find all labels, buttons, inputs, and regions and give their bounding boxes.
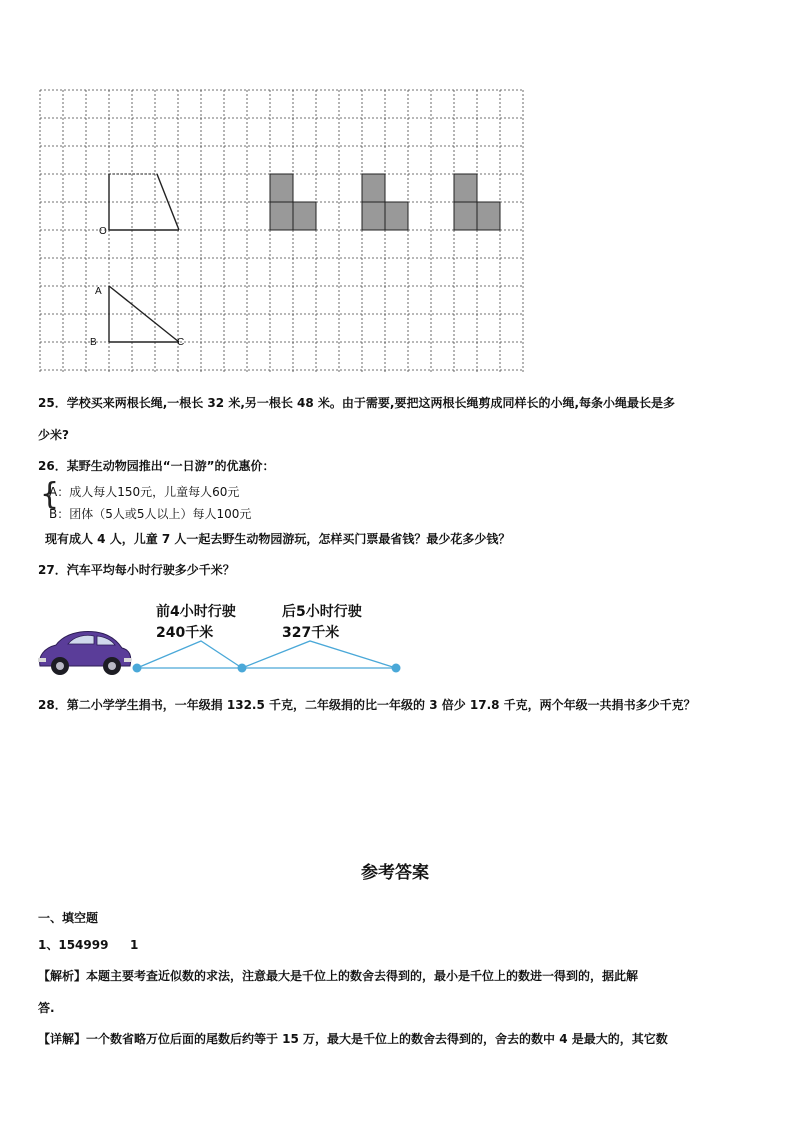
distance-line <box>137 641 396 668</box>
label-a: A <box>95 286 102 297</box>
q25-line2: 少米? <box>38 428 69 442</box>
answer-1-number: 1、154999 <box>38 938 109 952</box>
l-shape-2 <box>362 174 408 230</box>
label-c: C <box>177 337 185 348</box>
point-end <box>392 664 401 673</box>
q27-diagram <box>36 596 416 682</box>
answer-1-value: 1 <box>130 938 139 952</box>
q27-line1: 27．汽车平均每小时行驶多少千米？ <box>38 563 235 577</box>
grid-figure <box>38 89 524 373</box>
seg2-value: 327千米 <box>282 625 340 641</box>
analysis-line2: 答. <box>38 1001 55 1015</box>
analysis-line1: 【解析】本题主要考查近似数的求法，注意最大是千位上的数舍去得到的，最小是千位上的数进一得到的，据此解 <box>38 969 639 983</box>
answers-section-heading: 一、填空题 <box>38 911 99 925</box>
seg2-label: 后5小时行驶 <box>282 604 362 620</box>
detail-line1: 【详解】一个数省略万位后面的尾数后约等于 15 万，最大是千位上的数舍去得到的，舍去的数中 4 是最大的，其它数 <box>38 1032 668 1046</box>
label-b: B <box>90 337 97 348</box>
q25-line1: 25．学校买来两根长绳,一根长 32 米,另一根长 48 米。由于需要,要把这两根长绳剪成同样长的小绳,每条小绳最长是多 <box>38 396 676 410</box>
answers-title: 参考答案 <box>361 863 429 883</box>
point-start <box>133 664 142 673</box>
q26-option-a: A：成人每人150元，儿童每人60元 <box>49 485 240 499</box>
q26-line2: 现有成人 4 人，儿童 7 人一起去野生动物园游玩，怎样买门票最省钱？最少花多少钱？ <box>45 532 511 546</box>
seg1-label: 前4小时行驶 <box>156 604 236 620</box>
seg1-value: 240千米 <box>156 625 214 641</box>
point-middle <box>238 664 247 673</box>
label-origin: O <box>99 226 107 237</box>
brace-icon: { <box>40 477 60 512</box>
q26-option-b: B：团体（5人或5人以上）每人100元 <box>49 507 252 521</box>
q26-line1: 26．某野生动物园推出“一日游”的优惠价： <box>38 459 275 473</box>
l-shape-1 <box>270 174 316 230</box>
q28-line1: 28．第二小学学生捐书，一年级捐 132.5 千克，二年级捐的比一年级的 3 倍少 17.8 千克，两个年级一共捐书多少千克？ <box>38 698 696 712</box>
car-icon <box>38 632 131 675</box>
dashed-grid <box>40 90 523 372</box>
l-shape-3 <box>454 174 500 230</box>
